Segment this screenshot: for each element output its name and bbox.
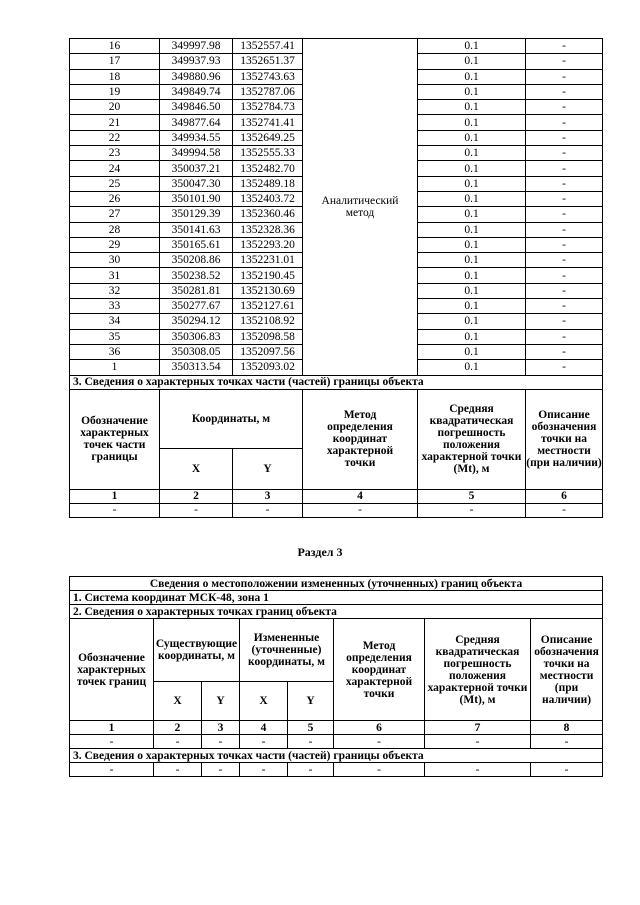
coord-x: 350047.30 [160,176,233,191]
coord-x: 349937.93 [160,54,233,69]
coord-x: 349934.55 [160,130,233,145]
header-mt: Средняя квадратическая погрешность положения характерной точки (Mt), м [418,389,526,489]
empty-cell: - [70,735,154,749]
description-value: - [526,176,603,191]
description-value: - [526,115,603,130]
coord-y: 1352293.20 [233,237,303,252]
section-title: Раздел 3 [297,545,343,559]
header-designation: Обозначение характерных точек границ [70,619,154,721]
mt-value: 0.1 [418,115,526,130]
mt-value: 0.1 [418,237,526,252]
coord-y: 1352649.25 [233,130,303,145]
coord-y: 1352784.73 [233,100,303,115]
description-value: - [526,191,603,206]
point-number: 35 [70,329,160,344]
coord-x: 349846.50 [160,100,233,115]
description-value: - [526,329,603,344]
header-existing-y: Y [202,682,240,721]
coord-x: 350165.61 [160,237,233,252]
description-value: - [526,283,603,298]
empty-cell: - [531,763,603,777]
description-value: - [526,146,603,161]
coord-y: 1352489.18 [233,176,303,191]
col-number: 2 [154,721,202,735]
point-number: 19 [70,84,160,99]
description-value: - [526,360,603,375]
header-existing: Существующие координаты, м [154,619,240,682]
point-number: 32 [70,283,160,298]
empty-cell: - [70,503,160,517]
point-number: 36 [70,344,160,359]
coord-y: 1352127.61 [233,299,303,314]
description-value: - [526,253,603,268]
coord-x: 350306.83 [160,329,233,344]
empty-cell: - [526,503,603,517]
header-desc: Описание обозначения точки на местности (при наличии) [526,389,603,489]
table-title: Сведения о местоположении измененных (уточненных) границ объекта [70,577,603,591]
coord-x: 350037.21 [160,161,233,176]
coord-x: 350129.39 [160,207,233,222]
coord-x: 350141.63 [160,222,233,237]
point-number: 22 [70,130,160,145]
header-x: X [160,448,233,489]
coord-x: 350313.54 [160,360,233,375]
col-number: 4 [303,489,418,503]
coord-x: 350101.90 [160,191,233,206]
empty-cell: - [425,735,531,749]
empty-cell: - [240,763,288,777]
header-changed-y: Y [288,682,334,721]
header-changed-x: X [240,682,288,721]
point-number: 21 [70,115,160,130]
empty-cell: - [288,735,334,749]
mt-value: 0.1 [418,69,526,84]
empty-cell: - [334,735,425,749]
col-number: 3 [202,721,240,735]
coord-x: 350238.52 [160,268,233,283]
coord-y: 1352482.70 [233,161,303,176]
description-value: - [526,207,603,222]
mt-value: 0.1 [418,329,526,344]
description-value: - [526,344,603,359]
coord-y: 1352555.33 [233,146,303,161]
mt-value: 0.1 [418,360,526,375]
empty-cell: - [334,763,425,777]
header-row [70,389,603,448]
coord-y: 1352093.02 [233,360,303,375]
description-value: - [526,54,603,69]
boundary-points-table [69,38,603,518]
col-number: 3 [233,489,303,503]
mt-value: 0.1 [418,54,526,69]
point-number: 16 [70,39,160,54]
mt-value: 0.1 [418,207,526,222]
coord-y: 1352108.92 [233,314,303,329]
empty-cell: - [303,503,418,517]
changed-boundaries-table [69,576,603,777]
mt-value: 0.1 [418,314,526,329]
point-number: 26 [70,191,160,206]
empty-cell: - [202,763,240,777]
coord-x: 350294.12 [160,314,233,329]
point-number: 1 [70,360,160,375]
empty-cell: - [418,503,526,517]
coord-x: 350208.86 [160,253,233,268]
coord-x: 349997.98 [160,39,233,54]
coord-system: 1. Система координат МСК-48, зона 1 [70,591,603,605]
header-y: Y [233,448,303,489]
description-value: - [526,69,603,84]
header-designation: Обозначение характерных точек части границы [70,389,160,489]
mt-value: 0.1 [418,268,526,283]
description-value: - [526,237,603,252]
mt-value: 0.1 [418,299,526,314]
description-value: - [526,84,603,99]
coord-y: 1352651.37 [233,54,303,69]
col-number: 8 [531,721,603,735]
coord-y: 1352097.56 [233,344,303,359]
mt-value: 0.1 [418,253,526,268]
col-number: 1 [70,489,160,503]
empty-cell: - [233,503,303,517]
empty-row [70,763,603,777]
coord-x: 349877.64 [160,115,233,130]
coord-y: 1352557.41 [233,39,303,54]
col-number: 5 [288,721,334,735]
col-number: 5 [418,489,526,503]
part-heading-row [70,375,603,389]
col-number: 6 [334,721,425,735]
column-numbers-row [70,489,603,503]
description-value: - [526,39,603,54]
mt-value: 0.1 [418,130,526,145]
coord-y: 1352130.69 [233,283,303,298]
description-value: - [526,161,603,176]
point-number: 29 [70,237,160,252]
point-number: 25 [70,176,160,191]
part-heading: 3. Сведения о характерных точках части (частей) границы объекта [70,749,603,763]
empty-cell: - [425,763,531,777]
point-number: 24 [70,161,160,176]
coord-system-row [70,591,603,605]
col-number: 4 [240,721,288,735]
header-changed: Измененные (уточненные) координаты, м [240,619,334,682]
part-heading: 3. Сведения о характерных точках части (частей) границы объекта [70,375,603,389]
empty-cell: - [288,763,334,777]
mt-value: 0.1 [418,100,526,115]
coord-y: 1352190.45 [233,268,303,283]
mt-value: 0.1 [418,191,526,206]
point-number: 20 [70,100,160,115]
description-value: - [526,100,603,115]
header-method: Метод определения координат характерной точки [334,619,425,721]
points-heading-row [70,605,603,619]
coord-x: 349849.74 [160,84,233,99]
point-number: 23 [70,146,160,161]
description-value: - [526,268,603,283]
coord-y: 1352787.06 [233,84,303,99]
point-number: 17 [70,54,160,69]
mt-value: 0.1 [418,344,526,359]
method-cell: Аналитический метод [303,39,418,376]
header-row [70,619,603,682]
table-title-row [70,577,603,591]
points-heading: 2. Сведения о характерных точках границ объекта [70,605,603,619]
column-numbers-row [70,721,603,735]
coord-x: 350308.05 [160,344,233,359]
empty-cell: - [160,503,233,517]
coord-x: 349994.58 [160,146,233,161]
coord-y: 1352098.58 [233,329,303,344]
point-number: 27 [70,207,160,222]
col-number: 2 [160,489,233,503]
coord-y: 1352743.63 [233,69,303,84]
description-value: - [526,299,603,314]
point-number: 28 [70,222,160,237]
coord-y: 1352360.46 [233,207,303,222]
empty-cell: - [202,735,240,749]
col-number: 7 [425,721,531,735]
header-existing-x: X [154,682,202,721]
empty-row [70,503,603,517]
coord-x: 350281.81 [160,283,233,298]
header-desc: Описание обозначения точки на местности (при наличии) [531,619,603,721]
header-coords: Координаты, м [160,389,303,448]
coord-y: 1352231.01 [233,253,303,268]
table-row [70,39,603,54]
header-method: Метод определения координат характерной точки [303,389,418,489]
point-number: 18 [70,69,160,84]
point-number: 34 [70,314,160,329]
coord-y: 1352403.72 [233,191,303,206]
part-heading-row [70,749,603,763]
point-number: 33 [70,299,160,314]
mt-value: 0.1 [418,84,526,99]
col-number: 1 [70,721,154,735]
col-number: 6 [526,489,603,503]
point-number: 30 [70,253,160,268]
boundary-points-body [70,39,603,518]
point-number: 31 [70,268,160,283]
empty-cell: - [531,735,603,749]
header-mt: Средняя квадратическая погрешность положения характерной точки (Mt), м [425,619,531,721]
empty-cell: - [240,735,288,749]
description-value: - [526,314,603,329]
description-value: - [526,130,603,145]
empty-cell: - [154,735,202,749]
empty-row [70,735,603,749]
mt-value: 0.1 [418,283,526,298]
mt-value: 0.1 [418,222,526,237]
empty-cell: - [154,763,202,777]
description-value: - [526,222,603,237]
mt-value: 0.1 [418,176,526,191]
coord-y: 1352328.36 [233,222,303,237]
coord-y: 1352741.41 [233,115,303,130]
mt-value: 0.1 [418,161,526,176]
empty-cell: - [70,763,154,777]
mt-value: 0.1 [418,146,526,161]
coord-x: 350277.67 [160,299,233,314]
mt-value: 0.1 [418,39,526,54]
coord-x: 349880.96 [160,69,233,84]
